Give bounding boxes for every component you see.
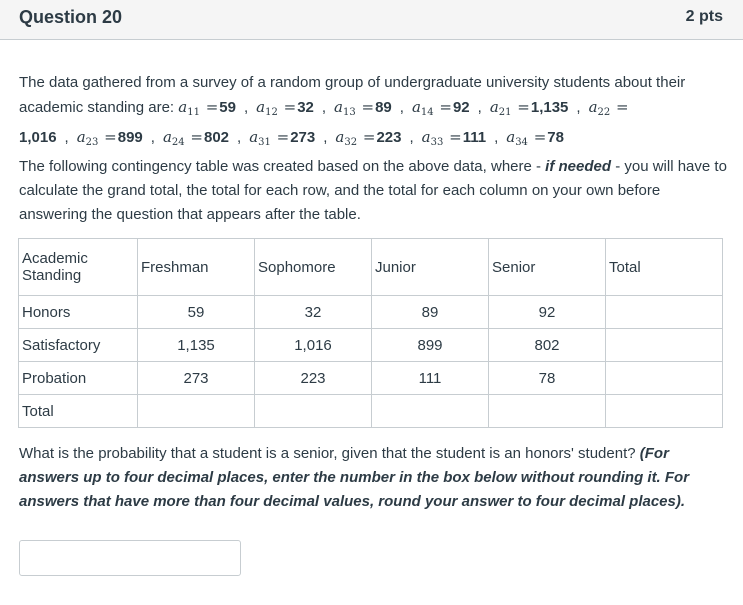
intro-text-part: academic standing are: <box>19 99 179 116</box>
data-value-a32: $a_{32} =223$ <box>335 128 402 148</box>
table-cell <box>138 395 255 428</box>
variable-value: 111 <box>462 129 487 146</box>
intro-text-part: The data gathered from a survey of a random group of undergraduate university students about their <box>19 74 686 91</box>
intro-paragraph <box>19 71 731 155</box>
data-value-a12: $a_{12} =32$ <box>256 98 314 118</box>
table-header-cell: Sophomore <box>255 239 372 296</box>
variable-value: 273 <box>290 129 316 146</box>
data-value-a22: $a_{22}$ = <box>588 98 629 118</box>
data-value-a33: $a_{33} =111$ <box>421 128 487 148</box>
table-cell: 111 <box>372 362 489 395</box>
variable-symbol: $a_{21}$ <box>489 98 512 118</box>
data-value-a13: $a_{13} =89$ <box>334 98 392 118</box>
table-cell <box>255 395 372 428</box>
instructions-before: The following contingency table was created based on the above data, where - <box>19 158 546 175</box>
variable-value: 899 <box>117 129 143 146</box>
table-header-cell: Freshman <box>138 239 255 296</box>
table-cell <box>489 395 606 428</box>
data-value-a24: $a_{24} =802$ <box>162 128 230 148</box>
table-cell: 1,016 <box>255 329 372 362</box>
table-cell: 59 <box>138 296 255 329</box>
variable-symbol: $a_{23}$ <box>76 128 99 148</box>
variable-symbol: $a_{14}$ <box>411 98 434 118</box>
table-cell <box>606 329 723 362</box>
row-label: Honors <box>19 296 138 329</box>
table-cell: 223 <box>255 362 372 395</box>
data-value-a34: $a_{34} =78$ <box>506 128 564 148</box>
variable-value: 59 <box>219 99 236 116</box>
row-label: Total <box>19 395 138 428</box>
table-row <box>19 329 723 362</box>
table-cell: 899 <box>372 329 489 362</box>
table-cell: 273 <box>138 362 255 395</box>
variable-value: 1,135 <box>530 99 569 116</box>
table-header-cell: Junior <box>372 239 489 296</box>
intro-line-2: academic standing are: $a_{11} =59$ , $a_{12} =32$ , $a_{13} =89$ , $a_{14} =92$ , $a_{21} =1,135$ , $a_{22}$ = <box>19 98 629 118</box>
data-value-a23: $a_{23} =899$ <box>76 128 143 148</box>
table-cell: 1,135 <box>138 329 255 362</box>
table-row <box>19 296 723 329</box>
data-value-a11: $a_{11} =59$ <box>178 98 236 118</box>
question-title: Question 20 <box>19 7 123 27</box>
intro-line-1 <box>19 71 731 95</box>
table-header-cell: Senior <box>489 239 606 296</box>
instructions-after: - you will have to calculate the grand total, the total for each row, and the total for each column on your own before answering the question that appears after the table. <box>19 158 727 223</box>
data-value-a14: $a_{14} =92$ <box>411 98 470 118</box>
table-cell <box>372 395 489 428</box>
variable-value: 89 <box>375 99 392 116</box>
instructions-paragraph <box>19 155 731 227</box>
table-cell <box>606 362 723 395</box>
table-cell: 32 <box>255 296 372 329</box>
table-cell: 802 <box>489 329 606 362</box>
variable-value: 78 <box>547 129 564 146</box>
variable-symbol: $a_{24}$ <box>162 128 185 148</box>
table-cell <box>606 395 723 428</box>
table-header-cell: Total <box>606 239 723 296</box>
variable-symbol: $a_{12}$ <box>256 98 278 118</box>
variable-symbol: $a_{31}$ <box>249 128 271 148</box>
table-cell: 78 <box>489 362 606 395</box>
variable-value: 1,016 <box>19 129 57 146</box>
row-label: Probation <box>19 362 138 395</box>
answer-input[interactable] <box>19 540 241 576</box>
instructions-emphasis: if needed <box>545 158 612 175</box>
question-points: 2 pts <box>685 8 723 25</box>
variable-symbol: $a_{32}$ <box>335 128 358 148</box>
table-row <box>19 395 723 428</box>
question-main-text: What is the probability that a student is a senior, given that the student is an honors' student? <box>19 445 640 462</box>
variable-symbol: $a_{11}$ <box>178 98 200 118</box>
question-paragraph <box>19 442 731 514</box>
variable-symbol: $a_{33}$ <box>421 128 444 148</box>
row-label: Satisfactory <box>19 329 138 362</box>
table-header-cell: Academic Standing <box>19 239 138 296</box>
question-note: (For answers up to four decimal places, enter the number in the box below without rounding it. For answers that have more than four decimal values, round your answer to four decimal places). <box>19 445 690 510</box>
variable-symbol: $a_{34}$ <box>506 128 528 148</box>
contingency-table <box>18 238 723 428</box>
variable-value: 32 <box>297 99 314 116</box>
table-cell <box>606 296 723 329</box>
data-value-a21: $a_{21} =1,135$ <box>489 98 569 118</box>
table-row <box>19 362 723 395</box>
intro-line-3: 1,016 , $a_{23} =899$ , $a_{24} =802$ , $a_{31} =273$ , $a_{32} =223$ , $a_{33} =111$ , $a_{34} =78$ <box>19 128 564 148</box>
data-value-a31: $a_{31} =273$ <box>249 128 316 148</box>
table-header-row <box>19 239 723 296</box>
question-header <box>0 0 743 40</box>
table-cell: 92 <box>489 296 606 329</box>
variable-value: 223 <box>376 129 402 146</box>
table-cell: 89 <box>372 296 489 329</box>
variable-symbol: $a_{13}$ <box>334 98 356 118</box>
variable-symbol: $a_{22}$ <box>588 98 611 118</box>
variable-value: 802 <box>203 129 230 146</box>
variable-value: 92 <box>452 99 470 116</box>
